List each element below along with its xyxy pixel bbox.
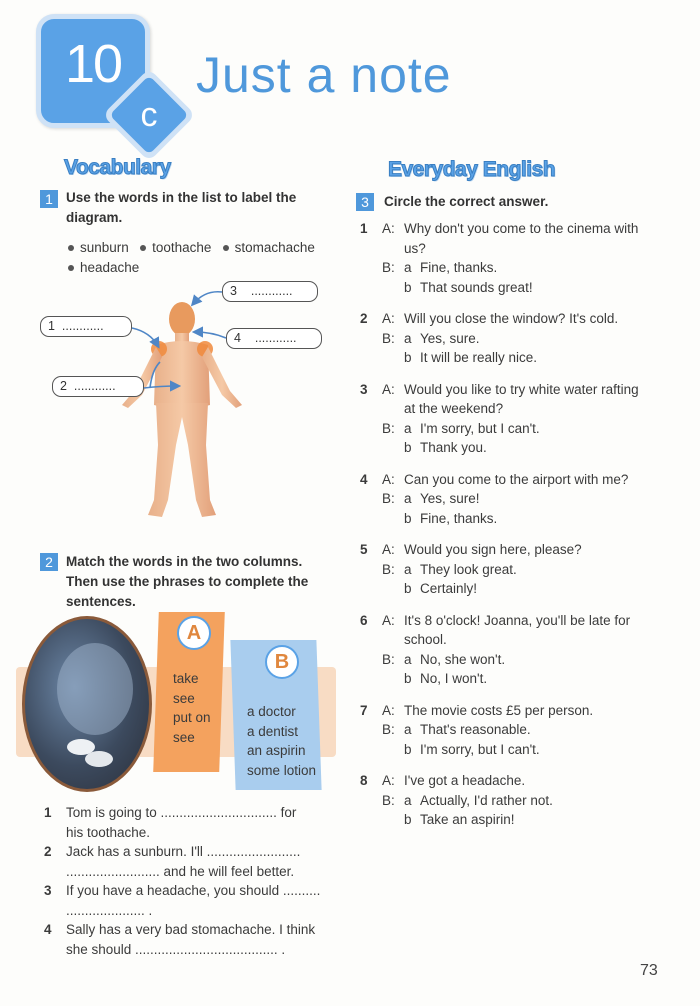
answer-option[interactable]: Yes, sure!: [420, 491, 480, 506]
answer-option[interactable]: That sounds great!: [420, 279, 533, 295]
sentence-item: 2 Jack has a sunburn. I'll ......................... ......................... and he will feel better.: [44, 844, 301, 879]
answer-option[interactable]: I'm sorry, but I can't.: [420, 420, 540, 436]
column-a-word: take: [173, 671, 199, 686]
answer-option[interactable]: I'm sorry, but I can't.: [420, 741, 540, 757]
word-list-item: sunburn: [68, 240, 129, 255]
answer-option[interactable]: No, I won't.: [420, 671, 488, 686]
answer-option[interactable]: They look great.: [420, 561, 517, 577]
column-b-word: an aspirin: [247, 743, 306, 758]
column-b-word: some lotion: [247, 762, 317, 778]
diagram-arrows: [0, 270, 340, 410]
column-a-word: put on: [173, 710, 211, 725]
answer-option[interactable]: Actually, I'd rather not.: [420, 792, 553, 808]
exercise-2-number: 2: [40, 553, 58, 571]
page-number: 73: [640, 962, 658, 979]
everyday-english-heading: Everyday English: [388, 158, 556, 181]
label-box-1[interactable]: 1 ............: [40, 316, 132, 337]
dialogue-item: 3 A: Would you like to try white water rafting at the weekend? B: a I'm sorry, but I can't. b Thank you.: [360, 380, 660, 458]
legs: [148, 403, 216, 517]
word-list-item: headache: [68, 258, 139, 278]
answer-option[interactable]: No, she won't.: [420, 651, 506, 667]
column-a-words: [173, 669, 211, 747]
answer-option[interactable]: Certainly!: [420, 581, 478, 596]
label-box-4[interactable]: 4 ............: [226, 328, 322, 349]
column-b-words: [247, 702, 316, 780]
answer-option[interactable]: Take an aspirin!: [420, 812, 515, 827]
answer-option[interactable]: Yes, sure.: [420, 330, 480, 346]
unit-number: 10: [64, 34, 122, 94]
sentence-item: 1 Tom is going to ............................... for his toothache.: [44, 805, 297, 840]
word-list-item: stomachache: [223, 240, 315, 255]
dialogue-item: 1 A: Why don't you come to the cinema with us? B: a Fine, thanks. b That sounds great!: [360, 219, 660, 297]
word-list: [68, 238, 315, 258]
label-box-3[interactable]: 3 ............: [222, 281, 318, 302]
column-a-word: see: [173, 729, 195, 745]
arrow-1: [132, 328, 158, 346]
sentence-list: [44, 803, 334, 959]
exercise-2-instruction: Match the words in the two columns. Then use the phrases to complete the sentences.: [66, 554, 309, 609]
aspirin-photo: [22, 616, 152, 792]
exercise-3-number: 3: [356, 193, 374, 211]
answer-option[interactable]: Thank you.: [420, 440, 487, 455]
unit-letter: c: [140, 96, 158, 134]
dialogue-item: 4 A: Can you come to the airport with me? B: a Yes, sure! b Fine, thanks.: [360, 470, 660, 529]
dialogue-item: 8 A: I've got a headache. B: a Actually, I'd rather not. b Take an aspirin!: [360, 771, 660, 830]
answer-option[interactable]: It will be really nice.: [420, 350, 538, 365]
label-box-2[interactable]: 2 ............: [52, 376, 144, 397]
answer-option[interactable]: Fine, thanks.: [420, 510, 498, 526]
sentence-item: 4 Sally has a very bad stomachache. I think she should ...................................... .: [44, 922, 316, 957]
vocabulary-heading: Vocabulary: [64, 156, 171, 179]
arrow-4: [195, 332, 226, 338]
dialogue-item: 5 A: Would you sign here, please? B: a They look great. b Certainly!: [360, 540, 660, 599]
arrow-2: [144, 386, 178, 388]
column-b-word: a doctor: [247, 704, 296, 719]
exercise-1-instruction: Use the words in the list to label the diagram.: [66, 190, 297, 225]
column-b-word: a dentist: [247, 723, 299, 739]
exercise-1-number: 1: [40, 190, 58, 208]
dialogue-list: [360, 219, 660, 830]
dialogue-item: 2 A: Will you close the window? It's cold. B: a Yes, sure. b It will be really nice.: [360, 309, 660, 368]
column-a-label: A: [177, 616, 211, 650]
arrow-3: [193, 292, 222, 304]
sentence-item: 3 If you have a headache, you should .......... ..................... .: [44, 883, 321, 918]
dialogue-item: 6 A: It's 8 o'clock! Joanna, you'll be late for school. B: a No, she won't. b No, I won't.: [360, 611, 660, 689]
column-b-label: B: [265, 645, 299, 679]
column-a-word: see: [173, 690, 195, 706]
dialogue-item: 7 A: The movie costs £5 per person. B: a That's reasonable. b I'm sorry, but I can't.: [360, 701, 660, 760]
page-title: Just a note: [196, 47, 452, 103]
exercise-3-instruction: Circle the correct answer.: [384, 194, 549, 209]
arrow-2-stem: [150, 362, 160, 388]
word-list-item: toothache: [140, 240, 211, 255]
answer-option[interactable]: Fine, thanks.: [420, 260, 498, 275]
answer-option[interactable]: That's reasonable.: [420, 722, 531, 737]
